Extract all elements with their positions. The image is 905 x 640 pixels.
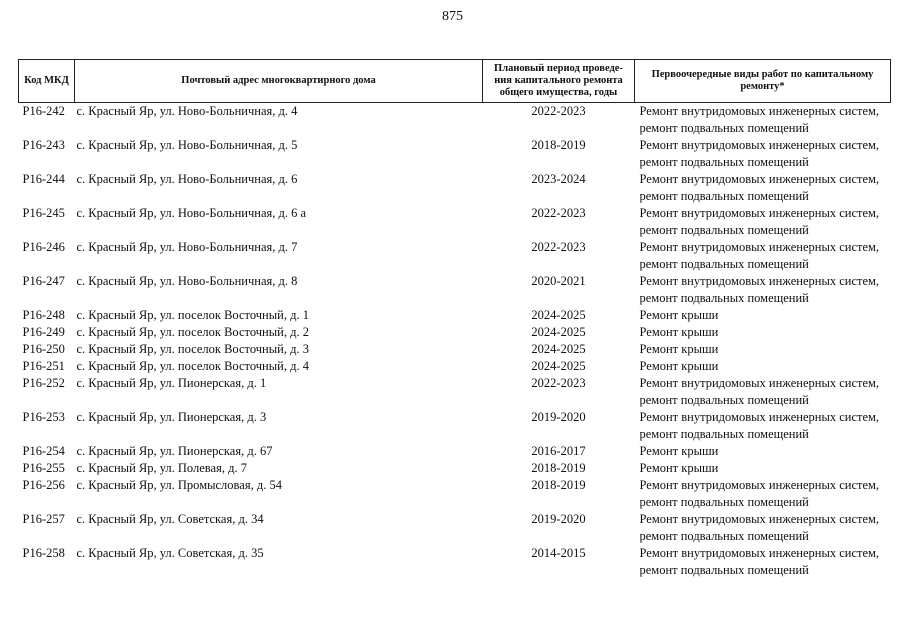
cell-period: 2018-2019 [531, 461, 586, 475]
works-line: Ремонт крыши [639, 444, 719, 458]
table-row [19, 324, 891, 341]
table-row [19, 137, 891, 171]
works-line: ремонт подвальных помещений [639, 563, 809, 577]
cell-code: Р16-244 [22, 172, 65, 186]
cell-code: Р16-243 [22, 138, 65, 152]
works-line: Ремонт внутридомовых инженерных систем, [639, 274, 880, 288]
cell-period: 2019-2020 [531, 512, 586, 526]
table-row [19, 409, 891, 443]
table-row [19, 511, 891, 545]
cell-address: с. Красный Яр, ул. Полевая, д. 7 [76, 461, 247, 475]
table-header-row [19, 60, 891, 103]
header-works: Первоочередные виды работ по капитальному ремонту* [635, 60, 891, 103]
cell-works [635, 358, 891, 375]
table-row [19, 477, 891, 511]
cell-works [635, 324, 891, 341]
cell-period: 2018-2019 [531, 138, 586, 152]
cell-address: с. Красный Яр, ул. поселок Восточный, д. 1 [76, 308, 309, 322]
cell-address: с. Красный Яр, ул. Советская, д. 35 [76, 546, 264, 560]
table-row [19, 103, 891, 138]
works-line: Ремонт крыши [639, 325, 719, 339]
cell-period: 2022-2023 [531, 376, 586, 390]
cell-works [635, 137, 891, 171]
cell-address: с. Красный Яр, ул. Промысловая, д. 54 [76, 478, 282, 492]
works-line: ремонт подвальных помещений [639, 495, 809, 509]
cell-period: 2022-2023 [531, 240, 586, 254]
cell-period: 2024-2025 [531, 308, 586, 322]
cell-works [635, 205, 891, 239]
cell-code: Р16-252 [22, 376, 65, 390]
cell-works [635, 409, 891, 443]
cell-address: с. Красный Яр, ул. поселок Восточный, д. 2 [76, 325, 309, 339]
works-line: Ремонт внутридомовых инженерных систем, [639, 478, 880, 492]
cell-period: 2022-2023 [531, 206, 586, 220]
cell-address: с. Красный Яр, ул. Ново-Больничная, д. 4 [76, 104, 298, 118]
works-line: Ремонт внутридомовых инженерных систем, [639, 172, 880, 186]
cell-code: Р16-254 [22, 444, 65, 458]
table-row [19, 307, 891, 324]
cell-period: 2018-2019 [531, 478, 586, 492]
header-address: Почтовый адрес многоквартирного дома [75, 60, 483, 103]
works-line: Ремонт внутридомовых инженерных систем, [639, 240, 880, 254]
cell-code: Р16-253 [22, 410, 65, 424]
cell-works [635, 307, 891, 324]
cell-code: Р16-246 [22, 240, 65, 254]
cell-works [635, 477, 891, 511]
works-line: Ремонт внутридомовых инженерных систем, [639, 138, 880, 152]
cell-period: 2024-2025 [531, 325, 586, 339]
works-line: Ремонт крыши [639, 461, 719, 475]
cell-works [635, 443, 891, 460]
cell-period: 2020-2021 [531, 274, 586, 288]
cell-period: 2014-2015 [531, 546, 586, 560]
table-row [19, 171, 891, 205]
cell-address: с. Красный Яр, ул. Пионерская, д. 1 [76, 376, 267, 390]
cell-address: с. Красный Яр, ул. Ново-Больничная, д. 5 [76, 138, 298, 152]
cell-works [635, 171, 891, 205]
works-line: Ремонт крыши [639, 308, 719, 322]
works-line: ремонт подвальных помещений [639, 427, 809, 441]
cell-address: с. Красный Яр, ул. Ново-Больничная, д. 8 [76, 274, 298, 288]
table-row [19, 273, 891, 307]
table-row [19, 205, 891, 239]
cell-address: с. Красный Яр, ул. Пионерская, д. 3 [76, 410, 267, 424]
works-line: Ремонт внутридомовых инженерных систем, [639, 206, 880, 220]
works-line: ремонт подвальных помещений [639, 257, 809, 271]
table-row [19, 443, 891, 460]
works-line: ремонт подвальных помещений [639, 223, 809, 237]
cell-address: с. Красный Яр, ул. Ново-Больничная, д. 7 [76, 240, 298, 254]
cell-address: с. Красный Яр, ул. поселок Восточный, д. 3 [76, 342, 309, 356]
cell-code: Р16-245 [22, 206, 65, 220]
works-line: ремонт подвальных помещений [639, 121, 809, 135]
works-line: Ремонт внутридомовых инженерных систем, [639, 104, 880, 118]
works-line: Ремонт внутридомовых инженерных систем, [639, 546, 880, 560]
cell-address: с. Красный Яр, ул. Советская, д. 34 [76, 512, 264, 526]
cell-works [635, 545, 891, 579]
table-row [19, 239, 891, 273]
cell-code: Р16-251 [22, 359, 65, 373]
cell-code: Р16-247 [22, 274, 65, 288]
cell-code: Р16-249 [22, 325, 65, 339]
table-row [19, 341, 891, 358]
cell-period: 2016-2017 [531, 444, 586, 458]
works-line: Ремонт крыши [639, 359, 719, 373]
cell-address: с. Красный Яр, ул. Ново-Больничная, д. 6 [76, 172, 298, 186]
cell-works [635, 511, 891, 545]
cell-code: Р16-258 [22, 546, 65, 560]
cell-period: 2024-2025 [531, 342, 586, 356]
cell-code: Р16-256 [22, 478, 65, 492]
cell-period: 2019-2020 [531, 410, 586, 424]
cell-code: Р16-242 [22, 104, 65, 118]
cell-works [635, 341, 891, 358]
works-line: Ремонт внутридомовых инженерных систем, [639, 512, 880, 526]
table-row [19, 460, 891, 477]
table-row [19, 545, 891, 579]
cell-period: 2022-2023 [531, 104, 586, 118]
works-line: Ремонт внутридомовых инженерных систем, [639, 410, 880, 424]
cell-works [635, 273, 891, 307]
cell-code: Р16-255 [22, 461, 65, 475]
cell-address: с. Красный Яр, ул. Пионерская, д. 67 [76, 444, 273, 458]
cell-works [635, 103, 891, 138]
cell-code: Р16-250 [22, 342, 65, 356]
works-line: Ремонт внутридомовых инженерных систем, [639, 376, 880, 390]
cell-code: Р16-248 [22, 308, 65, 322]
works-line: ремонт подвальных помещений [639, 393, 809, 407]
works-line: ремонт подвальных помещений [639, 155, 809, 169]
cell-works [635, 239, 891, 273]
works-line: ремонт подвальных помещений [639, 529, 809, 543]
page-number: 875 [442, 9, 463, 24]
cell-works [635, 375, 891, 409]
works-line: ремонт подвальных помещений [639, 189, 809, 203]
cell-period: 2024-2025 [531, 359, 586, 373]
table-row [19, 375, 891, 409]
housing-registry-table [18, 59, 891, 579]
header-code: Код МКД [19, 60, 75, 103]
cell-period: 2023-2024 [531, 172, 586, 186]
cell-code: Р16-257 [22, 512, 65, 526]
table-body [19, 103, 891, 580]
cell-works [635, 460, 891, 477]
works-line: ремонт подвальных помещений [639, 291, 809, 305]
cell-address: с. Красный Яр, ул. поселок Восточный, д. 4 [76, 359, 309, 373]
table-row [19, 358, 891, 375]
cell-address: с. Красный Яр, ул. Ново-Больничная, д. 6 а [76, 206, 307, 220]
header-period: Плановый период проведе-ния капитального ремонта общего имущества, годы [483, 60, 635, 103]
works-line: Ремонт крыши [639, 342, 719, 356]
